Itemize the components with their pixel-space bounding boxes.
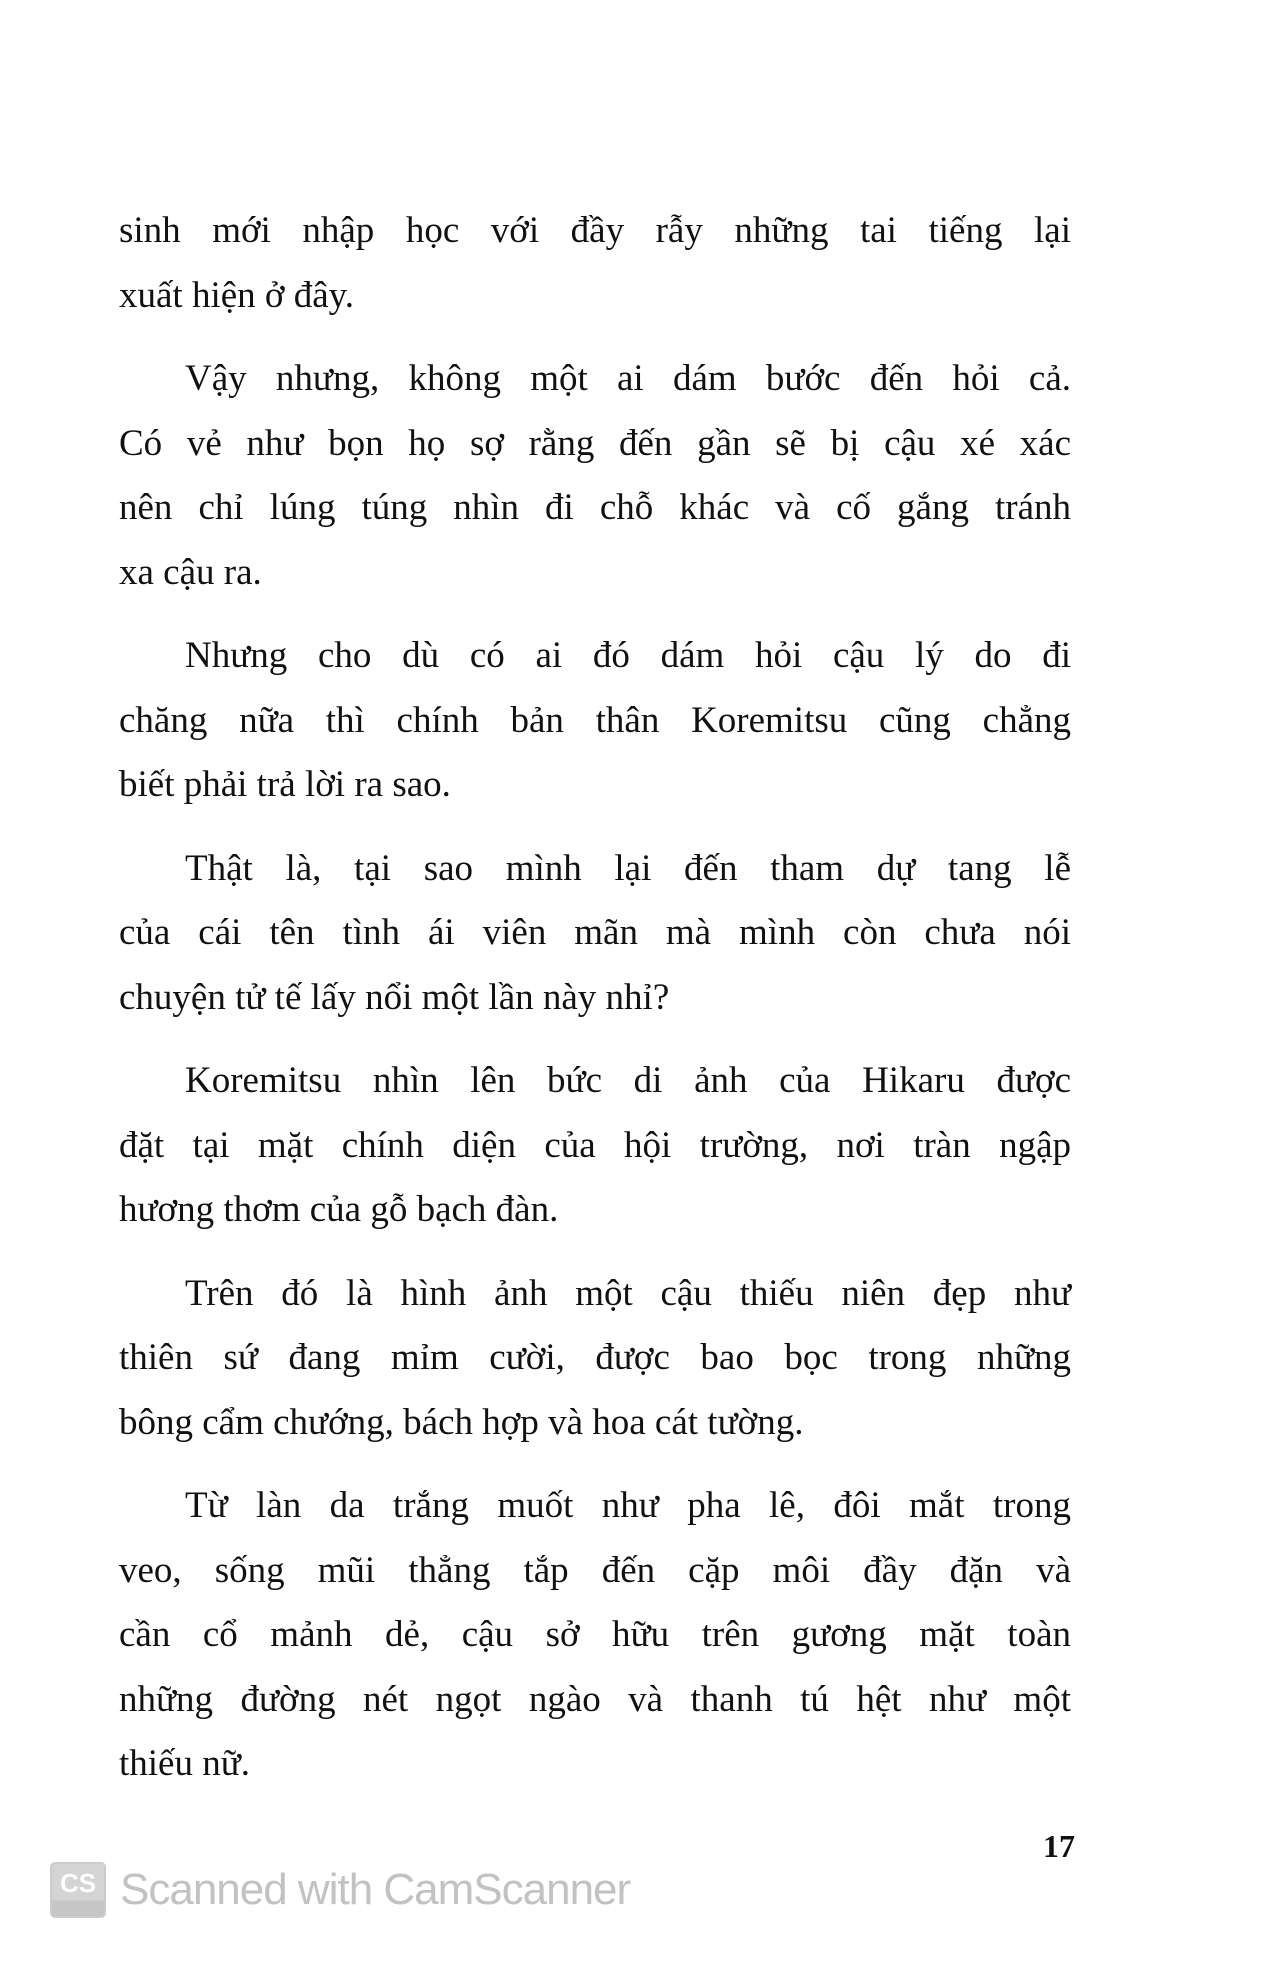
paragraph [119,837,1071,1031]
page-body-text [119,199,1071,1816]
text-line: Có vẻ như bọn họ sợ rằng đến gần sẽ bị cậu xé xác [119,422,1071,464]
text-line: veo, sống mũi thẳng tắp đến cặp môi đầy đặn và [119,1549,1071,1591]
text-line: thiếu nữ. [119,1743,251,1784]
paragraph [119,1049,1071,1243]
text-line: biết phải trả lời ra sao. [119,764,451,805]
text-line: Từ làn da trắng muốt như pha lê, đôi mắt trong [185,1485,1071,1526]
text-line: sinh mới nhập học với đầy rẫy những tai tiếng lại [119,210,1071,251]
paragraph [119,624,1071,818]
text-line: Nhưng cho dù có ai đó dám hỏi cậu lý do đi [185,635,1071,676]
paragraph [119,1474,1071,1797]
text-line: Trên đó là hình ảnh một cậu thiếu niên đẹp như [185,1272,1071,1314]
text-line: nên chỉ lúng túng nhìn đi chỗ khác và cố gắng tránh [119,487,1071,528]
text-line: xuất hiện ở đây. [119,274,354,316]
text-line: Thật là, tại sao mình lại đến tham dự tang lễ [185,847,1071,889]
page-number: 17 [1043,1828,1075,1864]
text-line: bông cẩm chướng, bách hợp và hoa cát tường. [119,1401,804,1443]
text-line: thiên sứ đang mỉm cười, được bao bọc trong những [119,1337,1071,1378]
text-line: Vậy nhưng, không một ai dám bước đến hỏi cả. [185,358,1071,399]
paragraph [119,1262,1071,1456]
text-line: cần cổ mảnh dẻ, cậu sở hữu trên gương mặt toàn [119,1614,1071,1655]
watermark-text: Scanned with CamScanner [120,1865,631,1914]
text-line: những đường nét ngọt ngào và thanh tú hệt như một [119,1678,1071,1720]
text-line: xa cậu ra. [119,551,262,593]
text-line: đặt tại mặt chính diện của hội trường, nơi tràn ngập [119,1124,1071,1166]
text-line: chăng nữa thì chính bản thân Koremitsu cũng chẳng [119,699,1071,741]
paragraph [119,347,1071,605]
camscanner-watermark [50,1862,630,1918]
text-line: hương thơm của gỗ bạch đàn. [119,1189,559,1230]
paragraph [119,199,1071,328]
text-line: của cái tên tình ái viên mãn mà mình còn chưa nói [119,912,1071,953]
text-line: chuyện tử tế lấy nổi một lần này nhỉ? [119,976,670,1018]
text-line: Koremitsu nhìn lên bức di ảnh của Hikaru được [185,1060,1071,1101]
camscanner-logo-icon: CS [50,1862,106,1918]
